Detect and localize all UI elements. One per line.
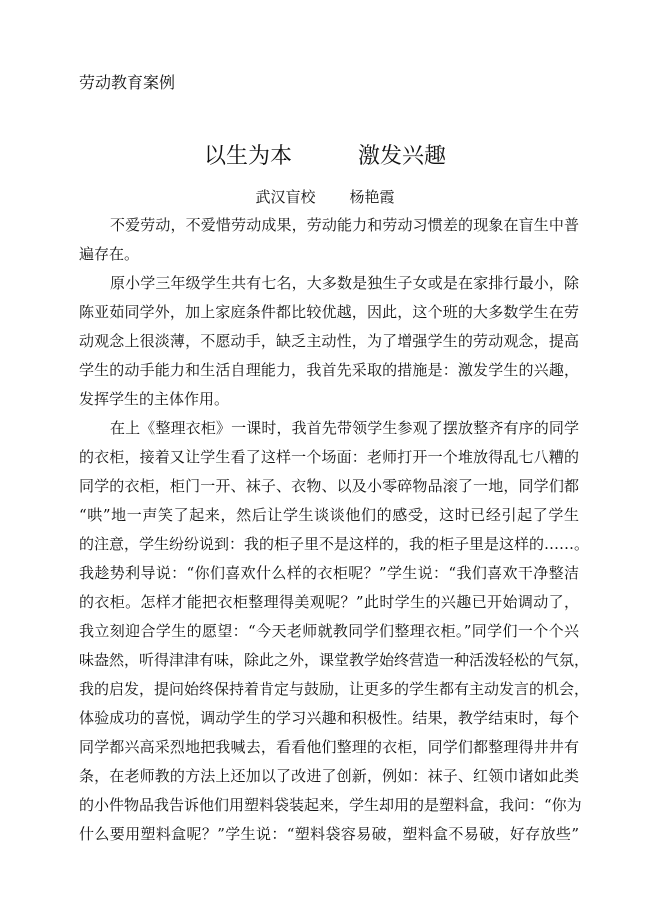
text-line: 我立刻迎合学生的愿望：“今天老师就教同学们整理衣柜。”同学们一个个兴: [79, 622, 579, 640]
text-line: 学生的动手能力和生活自理能力，我首先采取的措施是：激发学生的兴趣，: [79, 361, 579, 379]
text-line: 条，在老师教的方法上还加以了改进了创新，例如：袜子、红领巾诸如此类: [79, 767, 579, 785]
text-line: 的注意，学生纷纷说到：我的柜子里不是这样的，我的柜子里是这样的……。: [79, 535, 590, 553]
document-body: [79, 211, 590, 849]
document-category: 劳动教育案例: [79, 73, 176, 92]
text-line: 同学的衣柜，柜门一开、袜子、衣物、以及小零碎物品滚了一地，同学们都: [79, 477, 579, 495]
text-line: 的衣柜。怎样才能把衣柜整理得美观呢？”此时学生的兴趣已开始调动了，: [79, 593, 579, 611]
title-part-2: 激发兴趣: [358, 144, 447, 169]
byline-author: 杨艳霞: [349, 188, 395, 206]
text-line: 在上《整理衣柜》一课时，我首先带领学生参观了摆放整齐有序的同学: [110, 419, 579, 437]
text-line: 的小件物品我告诉他们用塑料袋装起来，学生却用的是塑料盒，我问：“你为: [79, 796, 582, 814]
title-part-1: 以生为本: [203, 144, 292, 169]
text-line: 什么要用塑料盒呢？”学生说：“塑料袋容易破，塑料盒不易破，好存放些”: [79, 825, 579, 843]
text-line: 不爱劳动，不爱惜劳动成果，劳动能力和劳动习惯差的现象在盲生中普: [110, 216, 579, 234]
text-line: 同学都兴高采烈地把我喊去，看看他们整理的衣柜，同学们都整理得井井有: [79, 738, 579, 756]
text-line: 我趁势利导说：“你们喜欢什么样的衣柜呢？”学生说：“我们喜欢干净整洁: [79, 564, 579, 582]
byline-school: 武汉盲校: [255, 188, 316, 206]
text-line: 发挥学生的主体作用。: [79, 390, 230, 408]
text-line: 体验成功的喜悦，调动学生的学习兴趣和积极性。结果，教学结束时，每个: [79, 709, 579, 727]
document-byline: [0, 186, 650, 208]
text-line: 陈亚茹同学外，加上家庭条件都比较优越，因此，这个班的大多数学生在劳: [79, 303, 579, 321]
text-line: 动观念上很淡薄，不愿动手，缺乏主动性，为了增强学生的劳动观念，提高: [79, 332, 579, 350]
text-line: 味盎然，听得津津有味，除此之外，课堂教学始终营造一种活泼轻松的气氛，: [79, 651, 590, 669]
text-line: 遍存在。: [79, 245, 140, 263]
document-title: [0, 142, 650, 172]
text-line: “哄”地一声笑了起来，然后让学生谈谈他们的感受，这时已经引起了学生: [79, 506, 579, 524]
text-line: 的衣柜，接着又让学生看了这样一个场面：老师打开一个堆放得乱七八糟的: [79, 448, 579, 466]
text-line: 原小学三年级学生共有七名，大多数是独生子女或是在家排行最小，除: [110, 274, 579, 292]
text-line: 我的启发，提问始终保持着肯定与鼓励，让更多的学生都有主动发言的机会，: [79, 680, 590, 698]
